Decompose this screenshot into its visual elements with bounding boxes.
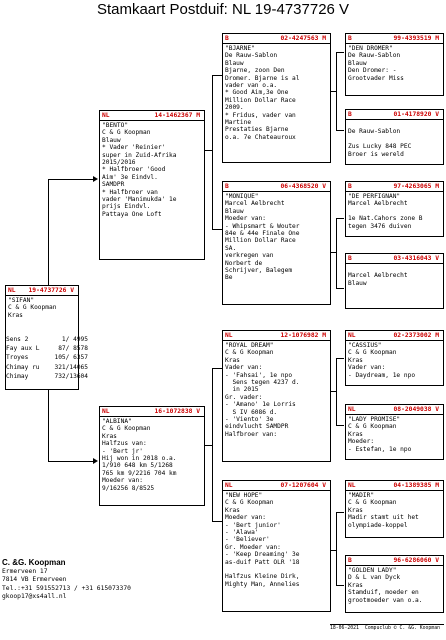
ring-number: 07-1207604 V	[280, 482, 326, 489]
card-header	[346, 556, 443, 566]
breeder-phone: Tel.:+31 591552713 / +31 615073370	[2, 584, 131, 592]
sex-country: NL	[348, 482, 356, 489]
pigeon-card-mfm	[345, 404, 444, 460]
card-header	[346, 405, 443, 415]
ring-number: 03-4316043 V	[393, 255, 439, 262]
connector-line	[48, 461, 96, 462]
card-header	[223, 331, 330, 341]
pigeon-card-fm	[222, 181, 331, 305]
connector-line	[330, 550, 337, 551]
sex-country: B	[348, 557, 352, 564]
sex-country: NL	[225, 482, 233, 489]
pigeon-card-fmf	[345, 181, 444, 237]
pigeon-details: "ROYAL DREAM" C & G Koopman Kras Vader van: - 'Fahsai', 1e npo Sens tegen 4237 d. in 2015 Gr. vader: - 'Amano' 1e Lorris S IV 6086 d. - 'Viento' 3e eindvlucht SAMDPR Halfbroer van:	[225, 342, 300, 438]
pigeon-details: "BJARNE" De Rauw-Sablon Blauw Bjarne, zoon Den Dromer. Bjarne is al vader van o.a. * Good Aim,3e One Million Dollar Race 2009. * Fridus, vader van Martine Prestaties Bjarne o.a. 7e Chateauroux	[225, 45, 300, 141]
pigeon-card-mmf	[345, 480, 444, 538]
result-row	[6, 363, 88, 372]
pigeon-card-mother	[99, 406, 205, 506]
pigeon-card-mmm	[345, 555, 444, 613]
race-name: Sens 2	[6, 336, 29, 343]
pigeon-details: "MONIQUE" Marcel Aelbrecht Blauw Moeder van: - Whipsmart & Wouter 84e & 44e Finale One Million Dollar Race SA. verkregen van Norbert de Schrijver, Balegem Be	[225, 193, 300, 282]
connector-line	[336, 512, 344, 513]
card-header	[346, 254, 443, 264]
result-row	[6, 372, 88, 381]
arrow-icon	[93, 176, 98, 182]
card-header	[223, 481, 330, 491]
connector-line	[330, 391, 337, 392]
result-row	[6, 344, 88, 353]
breeder-address: Ermerveen 17	[2, 568, 48, 575]
card-header	[346, 331, 443, 341]
connector-line	[336, 358, 344, 359]
sex-country: NL	[348, 332, 356, 339]
pigeon-details: "MADIR" C & G Koopman Kras Madir stamt uit het olympiade-koppel	[348, 492, 419, 529]
ring-number: 02-4247563 M	[280, 35, 326, 42]
pigeon-details: "BENTO" C & G Koopman Blauw * Vader 'Reinier' super in Zuid-Afrika 2015/2016 * Halfbroer 'Good Aim' 3e Eindvl. SAMDPR * Halfbroer van vader 'Manimukda' 1e prijs Eindvl. Pattaya One Loft	[102, 122, 177, 218]
breeder-name: C. &G. Koopman	[2, 558, 66, 567]
sex-country: NL	[348, 406, 356, 413]
connector-line	[204, 150, 213, 151]
sex-country: NL	[102, 112, 110, 119]
race-name: Fay aux L	[6, 345, 40, 353]
sex-country: B	[225, 35, 229, 42]
connector-line	[48, 389, 49, 462]
page-title: Stamkaart Postduif: NL 19-4737726 V	[96, 1, 350, 18]
card-header	[346, 34, 443, 44]
pigeon-card-mff	[345, 330, 444, 386]
ring-number: 16-1072838 V	[154, 408, 200, 415]
connector-line	[336, 52, 344, 53]
race-results	[6, 335, 88, 381]
ring-number: 97-4263065 M	[393, 183, 439, 190]
connector-line	[48, 179, 49, 286]
ring-number: 04-1389385 M	[393, 482, 439, 489]
card-header	[346, 182, 443, 192]
connector-line	[336, 585, 344, 586]
connector-line	[336, 425, 344, 426]
sex-country: B	[348, 255, 352, 262]
race-result: 732/13604	[54, 372, 88, 380]
sex-country: NL	[102, 408, 110, 415]
race-name: Chimay	[6, 372, 29, 380]
pigeon-card-father	[99, 110, 205, 260]
race-result: 1/ 4995	[61, 336, 88, 343]
connector-line	[48, 179, 96, 180]
ring-number: 02-2373002 M	[393, 332, 439, 339]
pigeon-details: "ALBINA" C & G Koopman Kras Halfzus van: - 'Bert jr' Hij won in 2018 o.a. 1/910 648 km 5/1268 765 km 9/2216 704 km Moeder van: 9/16256 8/8525	[102, 418, 177, 492]
print-date: 18-06-2021	[330, 626, 359, 631]
connector-line	[212, 521, 222, 522]
program-credit: Compuclub © C. &G. Koopman	[364, 626, 440, 631]
pigeon-details: De Rauw-Sablon Zus Lucky 848 PEC Broer is wereld	[348, 128, 412, 158]
breeder-email: gkoop17@xs4all.nl	[2, 593, 67, 601]
connector-line	[212, 75, 222, 76]
connector-line	[336, 218, 337, 289]
ring-number: 06-4368520 V	[280, 183, 326, 190]
pigeon-card-ffm	[345, 109, 444, 165]
sex-country: NL	[225, 332, 233, 339]
sex-country: B	[348, 183, 352, 190]
connector-line	[336, 358, 337, 426]
ring-number: 99-4393519 M	[393, 35, 439, 42]
pigeon-details: "LADY PROMISE" C & G Koopman Kras Moeder: - Estefan, 1e npo	[348, 416, 412, 453]
pigeon-card-fmm	[345, 253, 444, 309]
connector-line	[212, 368, 222, 369]
race-result: 105/ 6357	[54, 354, 88, 362]
pigeon-details: Marcel Aelbrecht Blauw	[348, 272, 408, 287]
breeder-city: 7814 VB Ermerveen	[2, 576, 67, 584]
footer-divider	[330, 624, 444, 625]
sex-country: B	[348, 111, 352, 118]
pigeon-card-ff	[222, 33, 331, 163]
result-row	[6, 353, 88, 362]
sex-country: B	[348, 35, 352, 42]
connector-line	[336, 288, 344, 289]
pigeon-details: "SIFAN" C & G Koopman Kras	[8, 297, 57, 319]
pigeon-details: "DE PERFIGNAN" Marcel Aelbrecht 1e Nat.Cahors zone B tegen 3476 duiven	[348, 193, 423, 230]
card-header	[346, 110, 443, 120]
result-row	[6, 335, 88, 344]
ring-number: 08-2049038 V	[393, 406, 439, 413]
breeder-info	[2, 557, 131, 602]
sex-country: NL	[8, 287, 16, 294]
race-result: 321/14065	[54, 363, 88, 371]
card-header	[100, 111, 204, 121]
card-header	[223, 182, 330, 192]
pigeon-details: "DEN DROMER" De Rauw-Sablon Blauw Den Dromer: - Grootvader Miss	[348, 45, 404, 82]
connector-line	[336, 130, 344, 131]
connector-line	[330, 252, 337, 253]
pigeon-details: "NEW HOPE" C & G Koopman Kras Moeder van: - 'Bert junior' - 'Alawa' - 'Believer' Gr. Moeder van: - 'Keep Dreaming' 3e as-duif Patt OLR '18 Halfzus Kleine Dirk, Mighty Man, Annelies	[225, 492, 300, 588]
ring-number: 01-4178920 V	[393, 111, 439, 118]
connector-line	[336, 218, 344, 219]
card-header	[346, 481, 443, 491]
sex-country: B	[225, 183, 229, 190]
connector-line	[212, 229, 222, 230]
pigeon-card-fff	[345, 33, 444, 96]
ring-number: 96-6286060 V	[393, 557, 439, 564]
footer	[330, 626, 446, 631]
pigeon-details: "CASSIUS" C & G Koopman Kras Vader van: - Daydream, 1e npo	[348, 342, 416, 379]
card-header	[223, 34, 330, 44]
ring-number: 14-1462367 M	[154, 112, 200, 119]
pigeon-details: "GOLDEN LADY" D & L van Dyck Kras Stamduif, moeder en grootmoeder van o.a.	[348, 567, 423, 604]
card-header	[100, 407, 204, 417]
connector-line	[204, 445, 213, 446]
arrow-icon	[93, 458, 98, 464]
ring-number: 12-1076982 M	[280, 332, 326, 339]
connector-line	[336, 512, 337, 586]
pigeon-card-mf	[222, 330, 331, 462]
race-result: 87/ 8578	[58, 345, 88, 353]
pigeon-card-mm	[222, 480, 331, 612]
card-header	[6, 286, 78, 296]
race-name: Troyes	[6, 354, 29, 362]
connector-line	[212, 75, 213, 230]
race-name: Chimay ru	[6, 363, 40, 371]
ring-number: 19-4737726 V	[28, 287, 74, 294]
connector-line	[330, 91, 337, 92]
